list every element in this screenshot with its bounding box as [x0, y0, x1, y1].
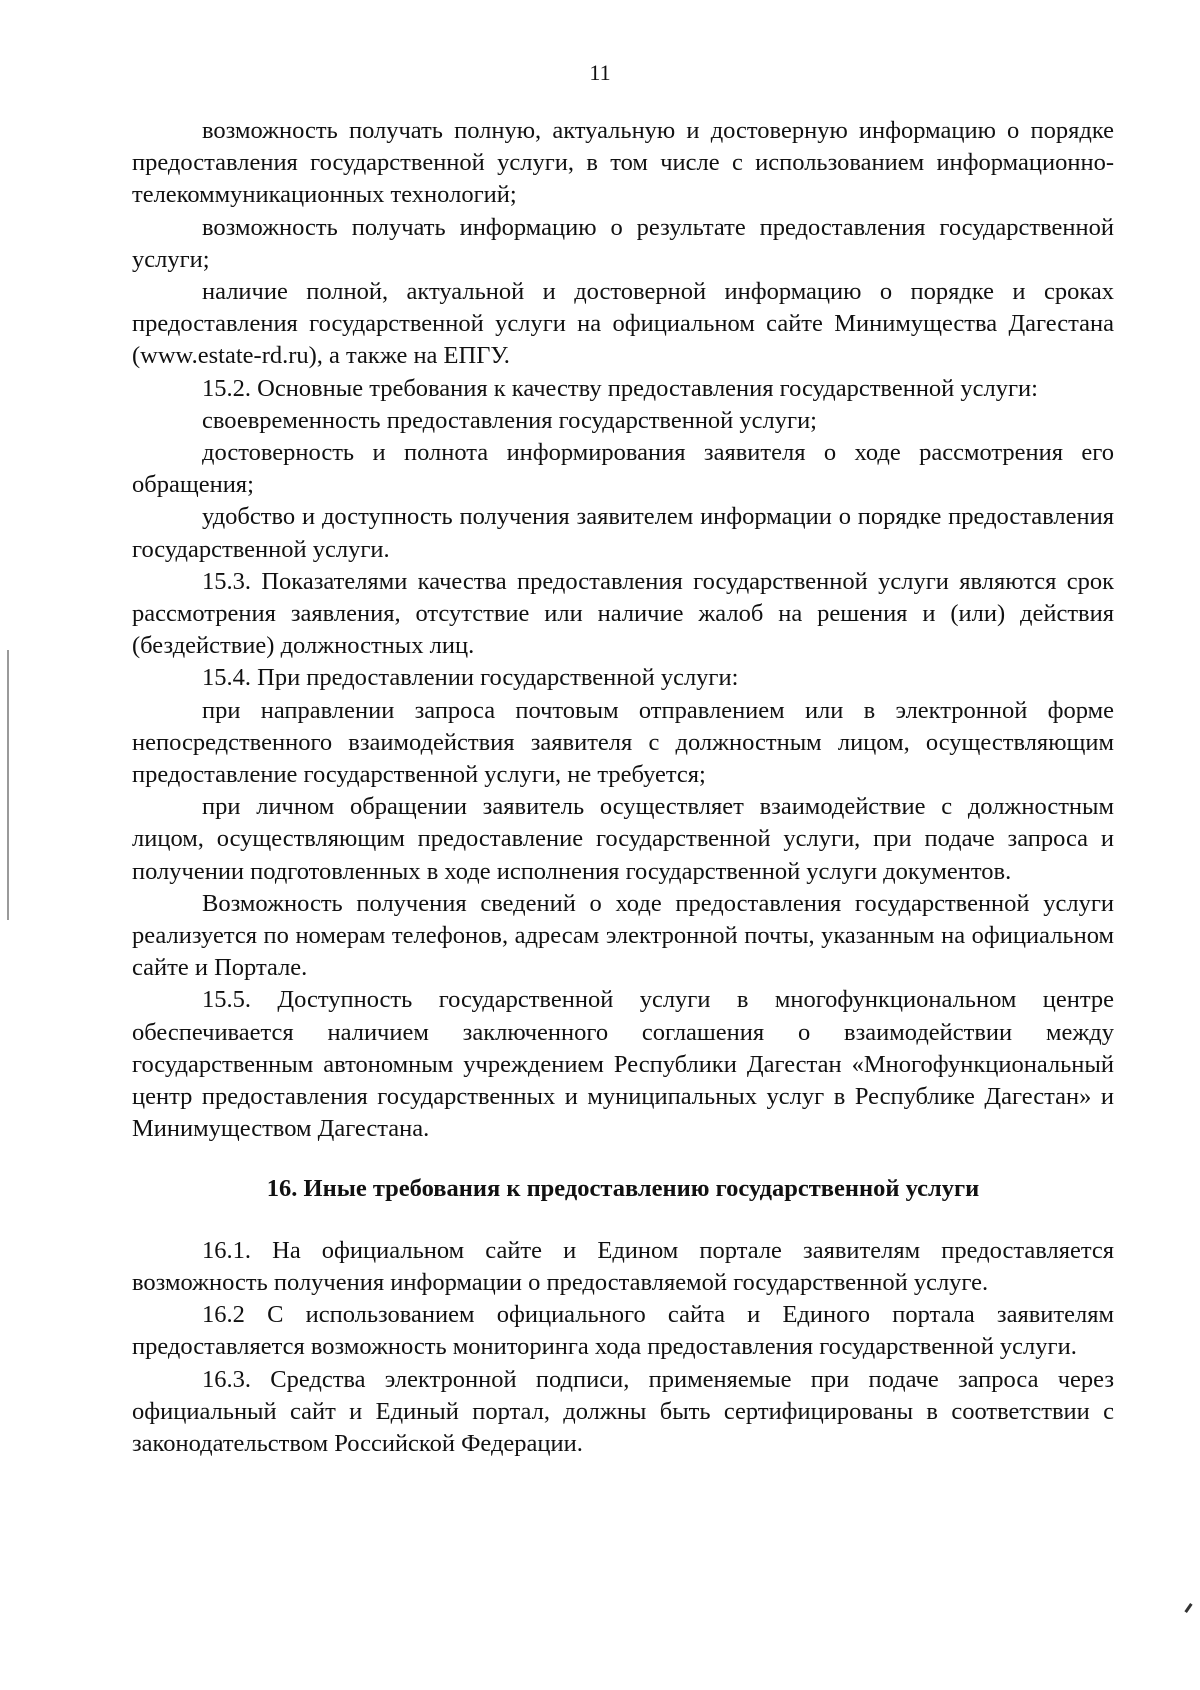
- paragraph: возможность получать полную, актуальную и достоверную информацию о порядке предоставления государственной услуги, в том числе с использованием информационно-телекоммуникационных технологий;: [132, 117, 1114, 209]
- paragraph: при направлении запроса почтовым отправлением или в электронной форме непосредственного взаимодействия заявителя с должностным лицом, осуществляющим предоставление государственной услуги, не требуется;: [132, 696, 1114, 789]
- paragraph: при личном обращении заявитель осуществляет взаимодействие с должностным лицом, осуществляющим предоставление государственной услуги, при подаче запроса и получении подготовленных в ходе исполнения государственной услуги документов.: [132, 793, 1114, 885]
- document-body: [132, 115, 1114, 1460]
- paragraph: 16.1. На официальном сайте и Едином портале заявителям предоставляется возможность получения информации о предоставляемой государственной услуге.: [132, 1236, 1114, 1296]
- section-heading: 16. Иные требования к предоставлению государственной услуги: [266, 1174, 980, 1202]
- paragraph: 16.2 С использованием официального сайта и Единого портала заявителям предоставляется возможность мониторинга хода предоставления государственной услуги.: [132, 1301, 1114, 1361]
- scan-margin-mark: [7, 650, 9, 920]
- paragraph: 15.5. Доступность государственной услуги в многофункциональном центре обеспечивается наличием заключенного соглашения о взаимодействии между государственным автономным учреждением Республики Дагестан «Многофункциональный центр предоставления государственных и муниципальных услуг в Республике Дагестан» и Минимуществом Дагестана.: [132, 986, 1114, 1143]
- paragraph: 15.2. Основные требования к качеству предоставления государственной услуги:: [202, 374, 1038, 402]
- scan-speck-mark: [1184, 1603, 1192, 1613]
- page-number: 11: [589, 60, 611, 85]
- paragraph: наличие полной, актуальной и достоверной информацию о порядке и сроках предоставления государственной услуги на официальном сайте Минимущества Дагестана (www.estate-rd.ru), а также на ЕПГУ.: [132, 278, 1114, 370]
- paragraph: 15.3. Показателями качества предоставления государственной услуги являются срок рассмотрения заявления, отсутствие или наличие жалоб на решения и (или) действия (бездействие) должностных лиц.: [132, 567, 1114, 660]
- paragraph: Возможность получения сведений о ходе предоставления государственной услуги реализуется по номерам телефонов, адресам электронной почты, указанным на официальном сайте и Портале.: [132, 889, 1114, 982]
- paragraph: возможность получать информацию о результате предоставления государственной услуги;: [132, 213, 1114, 273]
- paragraph: 16.3. Средства электронной подписи, применяемые при подаче запроса через официальный сайт и Единый портал, должны быть сертифицированы в соответствии с законодательством Российской Федерации.: [132, 1365, 1114, 1457]
- paragraph: 15.4. При предоставлении государственной услуги:: [202, 664, 739, 692]
- paragraph: удобство и доступность получения заявителем информации о порядке предоставления государственной услуги.: [132, 503, 1114, 563]
- paragraph: своевременность предоставления государственной услуги;: [202, 406, 817, 434]
- paragraph: достоверность и полнота информирования заявителя о ходе рассмотрения его обращения;: [132, 439, 1114, 499]
